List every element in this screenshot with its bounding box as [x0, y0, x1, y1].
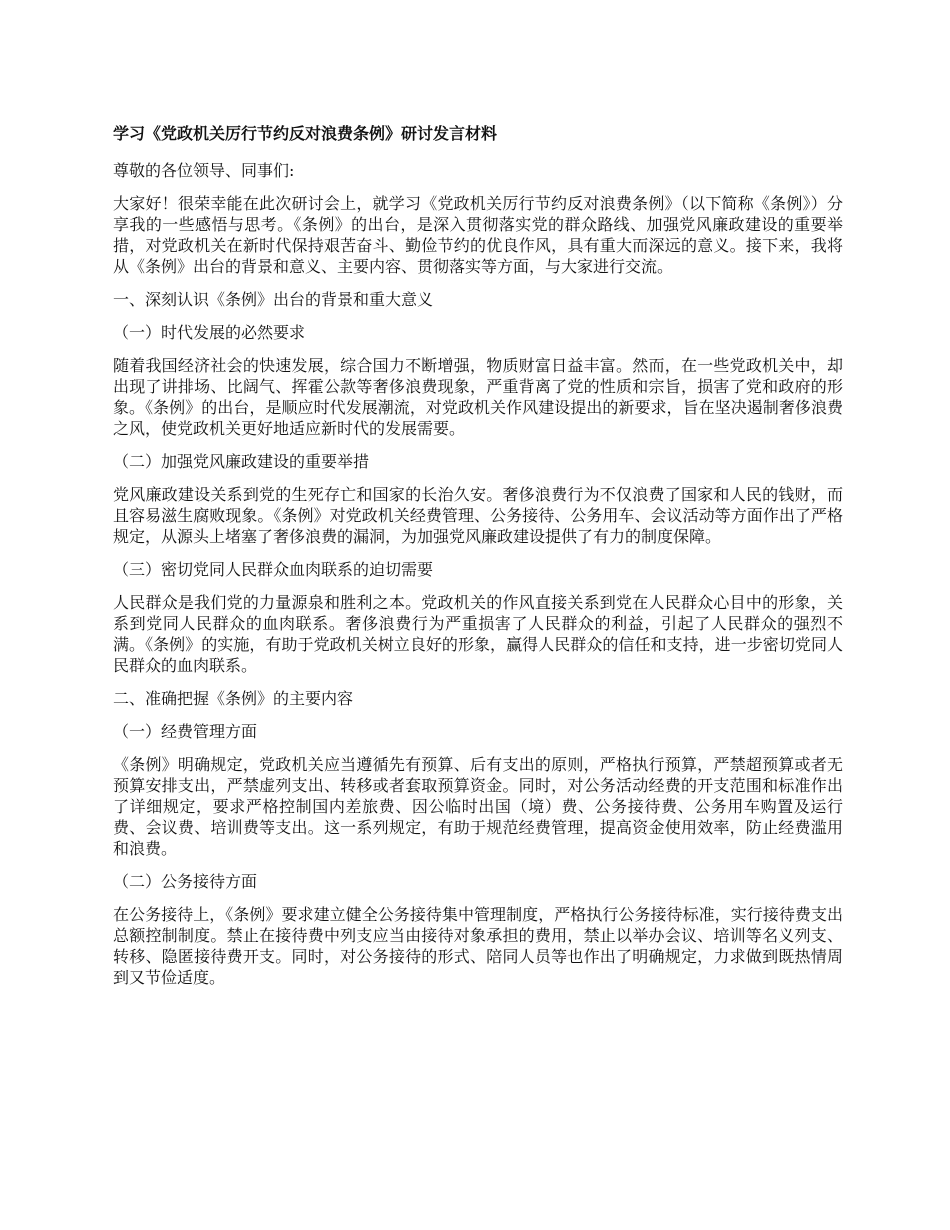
section-1-heading: 一、深刻认识《条例》出台的背景和重大意义 [113, 290, 434, 309]
section-2-sub-1-text: 《条例》明确规定，党政机关应当遵循先有预算、后有支出的原则，严格执行预算，严禁超预算或者无预算安排支出，严禁虚列支出、转移或者套取预算资金。同时，对公务活动经费的开支范围和标准作出了详细规定，要求严格控制国内差旅费、因公临时出国（境）费、公务接待费、公务用车购置及运行费、会议费、培训费等支出。这一系列规定，有助于规范经费管理，提高资金使用效率，防止经费滥用和浪费。 [113, 755, 843, 858]
section-2-heading: 二、准确把握《条例》的主要内容 [113, 689, 354, 708]
section-2-sub-2-text: 在公务接待上，《条例》要求建立健全公务接待集中管理制度，严格执行公务接待标准，实行接待费支出总额控制制度。禁止在接待费中列支应当由接待对象承担的费用，禁止以举办会议、培训等名义列支、转移、隐匿接待费开支。同时，对公务接待的形式、陪同人员等也作出了明确规定，力求做到既热情周到又节俭适度。 [113, 905, 843, 987]
section-2-sub-2-heading: （二）公务接待方面 [113, 872, 258, 891]
greeting: 尊敬的各位领导、同事们: [113, 161, 295, 180]
intro-paragraph: 大家好！很荣幸能在此次研讨会上，就学习《党政机关厉行节约反对浪费条例》（以下简称《条例》）分享我的一些感悟与思考。《条例》的出台，是深入贯彻落实党的群众路线、加强党风廉政建设的重要举措，对党政机关在新时代保持艰苦奋斗、勤俭节约的优良作风，具有重大而深远的意义。接下来，我将从《条例》出台的背景和意义、主要内容、贯彻落实等方面，与大家进行交流。 [113, 194, 843, 276]
document-page [113, 122, 843, 1000]
section-1-sub-3-heading: （三）密切党同人民群众血肉联系的迫切需要 [113, 560, 434, 579]
section-2-sub-1-heading: （一）经费管理方面 [113, 722, 258, 741]
section-1-sub-2-heading: （二）加强党风廉政建设的重要举措 [113, 452, 370, 471]
section-1-sub-1-heading: （一）时代发展的必然要求 [113, 323, 306, 342]
section-1-sub-2-text: 党风廉政建设关系到党的生死存亡和国家的长治久安。奢侈浪费行为不仅浪费了国家和人民的钱财，而且容易滋生腐败现象。《条例》对党政机关经费管理、公务接待、公务用车、会议活动等方面作出了严格规定，从源头上堵塞了奢侈浪费的漏洞，为加强党风廉政建设提供了有力的制度保障。 [113, 485, 843, 546]
section-1-sub-3-text: 人民群众是我们党的力量源泉和胜利之本。党政机关的作风直接关系到党在人民群众心目中的形象，关系到党同人民群众的血肉联系。奢侈浪费行为严重损害了人民群众的利益，引起了人民群众的强烈不满。《条例》的实施，有助于党政机关树立良好的形象，赢得人民群众的信任和支持，进一步密切党同人民群众的血肉联系。 [113, 593, 843, 675]
document-title: 学习《党政机关厉行节约反对浪费条例》研讨发言材料 [113, 124, 498, 143]
section-1-sub-1-text: 随着我国经济社会的快速发展，综合国力不断增强，物质财富日益丰富。然而，在一些党政机关中，却出现了讲排场、比阔气、挥霍公款等奢侈浪费现象，严重背离了党的性质和宗旨，损害了党和政府的形象。《条例》的出台，是顺应时代发展潮流，对党政机关作风建设提出的新要求，旨在坚决遏制奢侈浪费之风，使党政机关更好地适应新时代的发展需要。 [113, 356, 843, 438]
